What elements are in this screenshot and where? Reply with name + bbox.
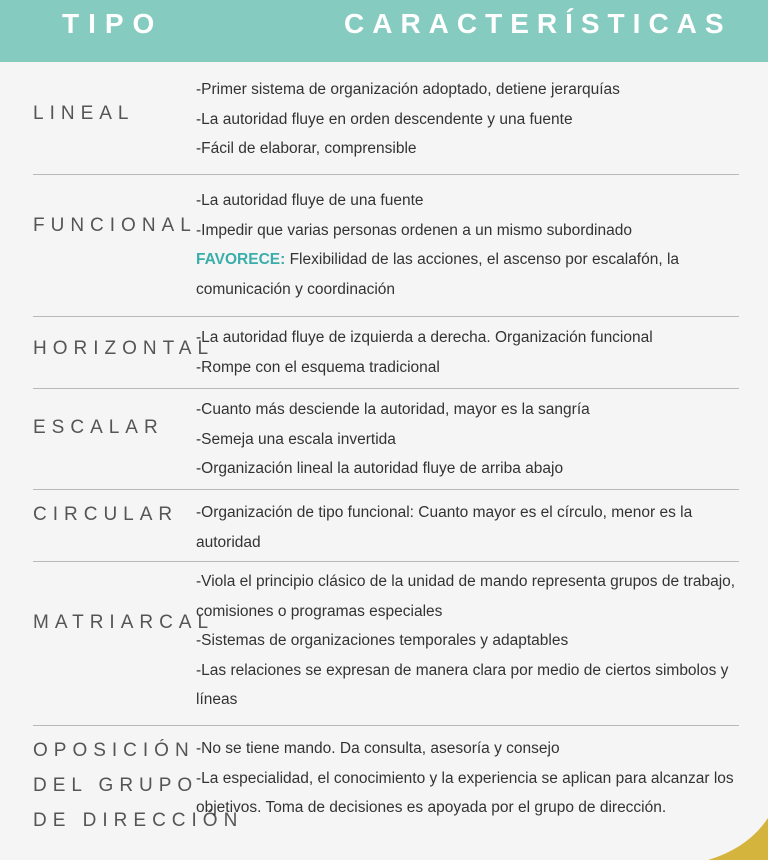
header-caracteristicas: CARACTERÍSTICAS [344,8,732,39]
caracteristicas [196,498,741,557]
tipo-label: ESCALAR [33,417,164,438]
caracteristicas [196,734,756,823]
table-row-lineal [0,62,768,174]
caracteristicas [196,567,756,715]
corner-decoration [708,800,768,860]
caracteristicas [196,395,756,484]
line: -Cuanto más desciende la autoridad, mayor es la sangría [196,401,590,418]
tipo-label-line: OPOSICIÓN [33,740,195,761]
table-row-horizontal [0,317,768,388]
line: -Organización de tipo funcional: Cuanto mayor es el círculo, menor es la autoridad [196,504,693,551]
table-row-funcional [0,175,768,316]
caracteristicas [196,75,756,164]
tipo-label-line: DE DIRECCIÓN [33,810,244,831]
caracteristicas [196,323,756,382]
line: -Rompe con el esquema tradicional [196,358,440,376]
line: -Organización lineal la autoridad fluye de arriba abajo [196,460,564,477]
table-row-matriarcal [0,562,768,725]
line: -La especialidad, el conocimiento y la experiencia se aplican para alcanzar los objetivos. Toma de decisiones es apoyada por el grupo de dirección. [196,769,734,816]
line: -La autoridad fluye de izquierda a derecha. Organización funcional [196,329,653,346]
tipo-label-line: DEL GRUPO [33,775,199,796]
line: -Primer sistema de organización adoptado, detiene jerarquías [196,81,620,98]
line: -Impedir que varias personas ordenen a un mismo subordinado [196,221,632,239]
tipo-label: MATRIARCAL [33,612,215,633]
header-tipo: TIPO [62,8,164,39]
caracteristicas [196,186,756,304]
tipo-label: CIRCULAR [33,504,179,525]
line: -La autoridad fluye de una fuente [196,192,424,209]
line: -Semeja una escala invertida [196,430,396,448]
table-row-escalar [0,389,768,489]
tipo-label: FUNCIONAL [33,215,197,236]
table-row-circular [0,490,768,561]
tipo-label: HORIZONTAL [33,338,215,359]
line: -No se tiene mando. Da consulta, asesoría y consejo [196,740,560,757]
favorece-label: FAVORECE: [196,251,286,268]
line: -Viola el principio clásico de la unidad de mando representa grupos de trabajo, comisiones o programas especiales [196,573,736,620]
tipo-label: LINEAL [33,103,135,124]
table-header [0,0,768,62]
line: -Sistemas de organizaciones temporales y adaptables [196,632,569,649]
favorece-text: Flexibilidad de las acciones, el ascenso por escalafón, la comunicación y coordinación [196,251,680,298]
line: -Las relaciones se expresan de manera clara por medio de ciertos simbolos y líneas [196,661,729,708]
favorece-line [196,245,756,304]
table-row-oposicion [0,726,768,860]
line: -Fácil de elaborar, comprensible [196,140,417,157]
line: -La autoridad fluye en orden descendente y una fuente [196,110,573,128]
